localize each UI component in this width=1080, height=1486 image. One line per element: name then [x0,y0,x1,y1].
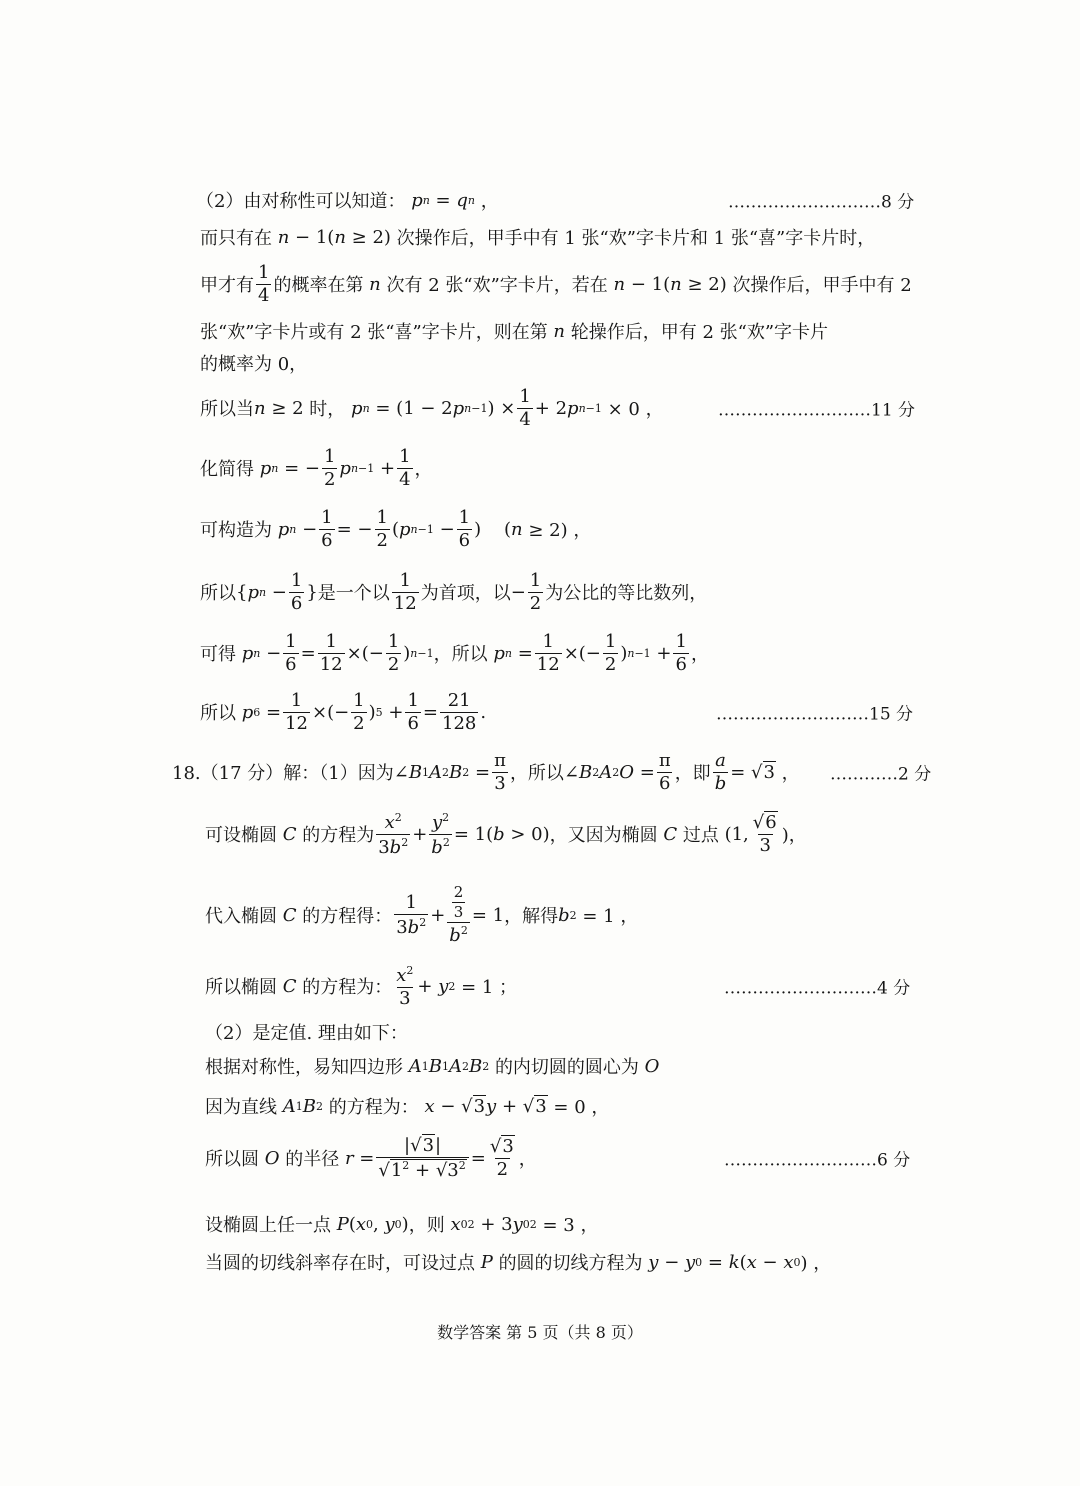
formula: y − y 0 = k ( x − x 0 ) ， [648,1251,832,1274]
formula: p n − $\frac{1}{6}$ = − $\frac{1}{2}$ ( p n−1 − $\frac{1}{6}$ ) ( n ≥ 2) ， [277,506,592,551]
formula: p n = (1 − 2 p n−1 ) × $\frac{1}{4}$ + 2 p n−1 × 0 ， [351,385,664,430]
text: 张“欢”字卡片或有 2 张“喜”字卡片，则在第 [200,322,548,343]
formula: n − 1( n ≥ 2) [613,273,733,295]
text: ，即 [674,763,711,784]
text: 的方程得： [302,906,393,927]
text: 轮操作后，甲有 2 张“欢”字卡片 [570,322,829,343]
formula: $\frac{a}{b}$ = √ 3 ， [714,749,800,794]
text: 设椭圆上任一点 [205,1215,331,1236]
text: 的概率在第 [273,275,364,296]
score-mark: ………………………11 分 [718,400,916,421]
score-mark: ………………………6 分 [724,1150,911,1171]
formula: A 1 B 2 [282,1095,323,1117]
score-mark: ………………………8 分 [728,192,915,213]
score-mark: …………2 分 [830,764,932,785]
text: 因为直线 [205,1097,277,1118]
text: 所以 [200,583,236,604]
text: 根据对称性，易知四边形 [205,1057,403,1078]
formula: r = $\frac{|√3|}{√1^2 + √3^2}$ = $\frac{√3}{2}$ ， [344,1134,537,1181]
text: 是一个以 [317,583,390,604]
text: 可得 [200,644,236,665]
text: 的概率为 0， [200,354,308,375]
text: 次有 2 张“欢”字卡片，若在 [386,275,608,296]
formula: ∠ B 1 A 2 B 2 = $\frac{\pi}{3}$ [393,749,506,794]
text: 化简得 [200,459,254,480]
text: 的圆的切线方程为 [498,1253,643,1274]
formula: x 0 2 + 3 y 0 2 = 3 ， [450,1213,599,1236]
text: 可构造为 [200,520,272,541]
text: 甲才有 [200,275,254,296]
text: 次操作后，甲手中有 1 张“欢”字卡片和 1 张“喜”字卡片时， [396,228,876,249]
text: ，所以 [509,763,564,784]
fraction: $\frac{1}{4}$ [258,261,270,306]
text: 可设椭圆 [205,825,277,846]
text: （2）由对称性可以知道： [196,191,406,212]
text: 为公比的等比数列， [545,583,708,604]
text: 的方程为 [302,825,375,846]
text: 过点 [682,825,719,846]
formula: b 2 = 1 ， [558,904,639,927]
formula: p n − $\frac{1}{6}$ = $\frac{1}{12}$ ×(− $\frac{1}{2}$ ) n−1 [241,630,434,675]
score-mark: ………………………15 分 [716,704,914,725]
formula: p 6 = $\frac{1}{12}$ ×(− $\frac{1}{2}$ ) 5 + $\frac{1}{6}$ = $\frac{21}{128}$ . [241,689,487,734]
text: 的方程为： [328,1097,419,1118]
formula: p n = q n ， [411,189,499,212]
text: ，所以 [433,644,488,665]
formula: $\frac{1}{3b^2}$ + $\frac{\frac{2}{3}}{b^2}$ = 1 [396,883,505,946]
text: ，则 [408,1215,445,1236]
formula: { p n − $\frac{1}{6}$ } [236,569,318,614]
score-mark: ………………………4 分 [724,978,911,999]
formula: ∠ B 2 A 2 O = $\frac{\pi}{6}$ [563,749,671,794]
text: 次操作后，甲手中有 2 [732,275,912,296]
formula: P ( x 0 , y 0 ) [336,1213,409,1235]
text: ，解得 [504,906,559,927]
text: 当圆的切线斜率存在时，可设过点 [205,1253,475,1274]
formula: p n = − $\frac{1}{2}$ p n−1 + $\frac{1}{4}$ ， [259,445,433,490]
text: 的方程为： [302,977,393,998]
text: ，又因为椭圆 [549,825,658,846]
formula: x − √ 3 y + √ 3 = 0 ， [424,1095,610,1118]
text: 为首项，以 [420,583,511,604]
formula: (1, $\frac{√6}{3}$ )， [718,811,807,856]
text: 代入椭圆 [205,906,277,927]
text: 而只有在 [200,228,272,249]
formula: p n = $\frac{1}{12}$ ×(− $\frac{1}{2}$ ) n−1 + $\frac{1}{6}$ ， [493,630,709,675]
text: 的内切圆的圆心为 [494,1057,639,1078]
text: 18.（17 分）解：（1）因为 [172,763,394,784]
text: 所以椭圆 [205,977,277,998]
fraction: $\frac{1}{12}$ [393,569,417,614]
formula: n − 1( n ≥ 2) [277,226,397,248]
formula: A 1 B 1 A 2 B 2 [408,1055,490,1077]
text: 所以圆 [205,1149,259,1170]
formula: $\frac{x^2}{3b^2}$ + $\frac{y^2}{b^2}$ = 1( b > 0) [378,810,550,858]
text: （2）是定值. 理由如下： [205,1023,408,1044]
answer-page: （2）由对称性可以知道： p n = q n ， ………………………8 分 而只有在 n − 1( n ≥ 2) 次操作后，甲手中有 1 张“欢”字卡片和 1 张“喜”字卡片时， 甲才有 $\frac{1}{4}$ 的概率在第 n 次有 2 张“欢”字卡片，若在 n − 1( n ≥ 2) 次操作后，甲手中有 2 张“欢”字卡片或有 2 张“喜”字卡片，则在第 n 轮操作后，甲有 2 张“欢”字卡片 的概率为 0， 所以当 n ≥ 2 时， p n = (1 − 2 p n−1 ) × $\frac{1}{4}$ + 2 p n−1 × 0 ， ………………………11 分 化简得 p n = − $\frac{1}{2}$ p n−1 + $\frac{1}{4}$ ， 可构造为 p n − $\frac{1}{6}$ = − $\frac{1}{2}$ ( p n−1 − $\frac{1}{6}$ ) ( n ≥ 2) ， 所以 { p n − $\frac{1}{6}$ } 是一个以 $\frac{1}{12}$ 为首项，以 − $\frac{1}{2}$ 为公比的等比数列， 可得 p n − $\frac{1}{6}$ = $\frac{1}{12}$ ×(− $\frac{1}{2}$ ) n−1 ，所以 p n = $\frac{1}{12}$ ×(− $\frac{1}{2}$ ) n−1 + $\frac{1}{6}$ ， 所以 p 6 = $\frac{1}{12}$ ×(− $\frac{1}{2}$ ) 5 + $\frac{1}{6}$ = $\frac{21}{128}$ . ………………………15 分 18.（17 分）解：（1）因为 ∠ B 1 A 2 B 2 = $\frac{\pi}{3}$ ，所以 ∠ B 2 A 2 O = $\frac{\pi}{6}$ ，即 $\frac{a}{b}$ = √ 3 ， …………2 分 可设椭圆 C 的方程为 $\frac{x^2}{3b^2}$ + $\frac{y^2}{b^2}$ = 1( b > 0) ，又因为椭圆 C 过点 (1, $\frac{√6}{3}$ )， 代入椭圆 C 的方程得： $\frac{1}{3b^2}$ + $\frac{\frac{2}{3}}{b^2}$ = 1 ，解得 b 2 = 1 ， 所以椭圆 C 的方程为： $\frac{x^2}{3}$ + y 2 = 1 ； ………………………4 分 （2）是定值. 理由如下： 根据对称性，易知四边形 A 1 B 1 A 2 B 2 的内切圆的圆心为 O 因为直线 A 1 B 2 的方程为： x − √ 3 y + √ 3 = 0 ， 所以圆 O 的半径 r = $\frac{|√3|}{√1^2 + √3^2}$ = $\frac{√3}{2}$ ， ………………………6 分 设椭圆上任一点 P ( x 0 , y 0 ) ，则 x 0 2 + 3 y 0 2 = 3 ， 当圆的切线斜率存在时，可设过点 P 的圆的切线方程为 y − y 0 = k ( x − x 0 ) ， 数学答案 第 5 页（共 8 页） [0,0,1080,1486]
text: 的半径 [285,1149,340,1170]
page-footer: 数学答案 第 5 页（共 8 页） [437,1323,643,1342]
formula: n ≥ 2 [254,397,310,419]
formula: − $\frac{1}{2}$ [510,569,542,614]
text: 所以 [200,703,236,724]
formula: $\frac{x^2}{3}$ + y 2 = 1 ； [396,963,518,1009]
text: 所以当 [200,399,254,420]
text: 时， [309,399,346,420]
